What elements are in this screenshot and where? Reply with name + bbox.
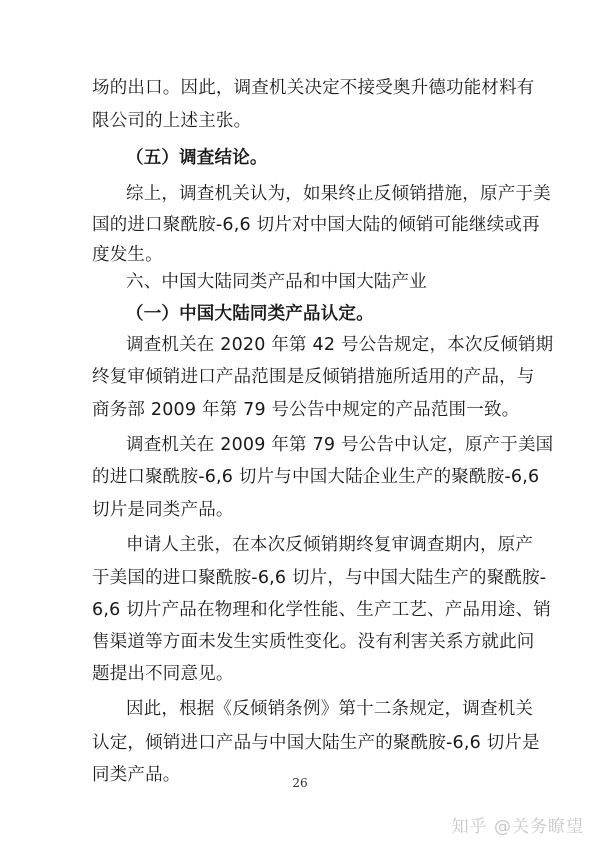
- body-text-line: 国的进口聚酰胺-6,6 切片对中国大陆的倾销可能继续或再: [92, 215, 540, 235]
- body-text-line: 申请人主张，在本次反倾销期终复审调查期内，原产: [126, 535, 534, 555]
- watermark: 知乎 @关务瞭望: [451, 817, 584, 837]
- body-text-line: 综上，调查机关认为，如果终止反倾销措施，原产于美: [126, 184, 551, 204]
- section-heading: （五）调查结论。: [126, 148, 268, 168]
- body-text-line: 限公司的上述主张。: [92, 111, 252, 131]
- body-text-line: 6,6 切片产品在物理和化学性能、生产工艺、产品用途、销: [92, 600, 551, 620]
- body-text-line: 因此，根据《反倾销条例》第十二条规定，调查机关: [126, 699, 534, 719]
- body-text-line: 的进口聚酰胺-6,6 切片与中国大陆企业生产的聚酰胺-6,6: [92, 467, 540, 487]
- body-text-line: 度发生。: [92, 245, 163, 265]
- body-text-line: 售渠道等方面未发生实质性变化。没有利害关系方就此问: [92, 632, 535, 652]
- page-number: 26: [292, 776, 308, 790]
- body-text-line: 同类产品。: [92, 765, 181, 785]
- body-text-line: 终复审倾销进口产品范围是反倾销措施所适用的产品，与: [92, 367, 535, 387]
- body-text-line: 调查机关在 2020 年第 42 号公告规定，本次反倾销期: [126, 335, 554, 355]
- body-text-line: 题提出不同意见。: [92, 664, 234, 684]
- body-text-line: 调查机关在 2009 年第 79 号公告中认定，原产于美国: [126, 435, 554, 455]
- body-text-line: 于美国的进口聚酰胺-6,6 切片，与中国大陆生产的聚酰胺-: [92, 568, 547, 588]
- body-text-line: 切片是同类产品。: [92, 500, 234, 520]
- body-text-line: 认定，倾销进口产品与中国大陆生产的聚酰胺-6,6 切片是: [92, 733, 540, 753]
- section-heading: （一）中国大陆同类产品认定。: [126, 304, 374, 324]
- body-text-line: 场的出口。因此，调查机关决定不接受奥升德功能材料有: [92, 78, 535, 98]
- chapter-heading: 六、中国大陆同类产品和中国大陆产业: [126, 272, 427, 292]
- body-text-line: 商务部 2009 年第 79 号公告中规定的产品范围一致。: [92, 400, 520, 420]
